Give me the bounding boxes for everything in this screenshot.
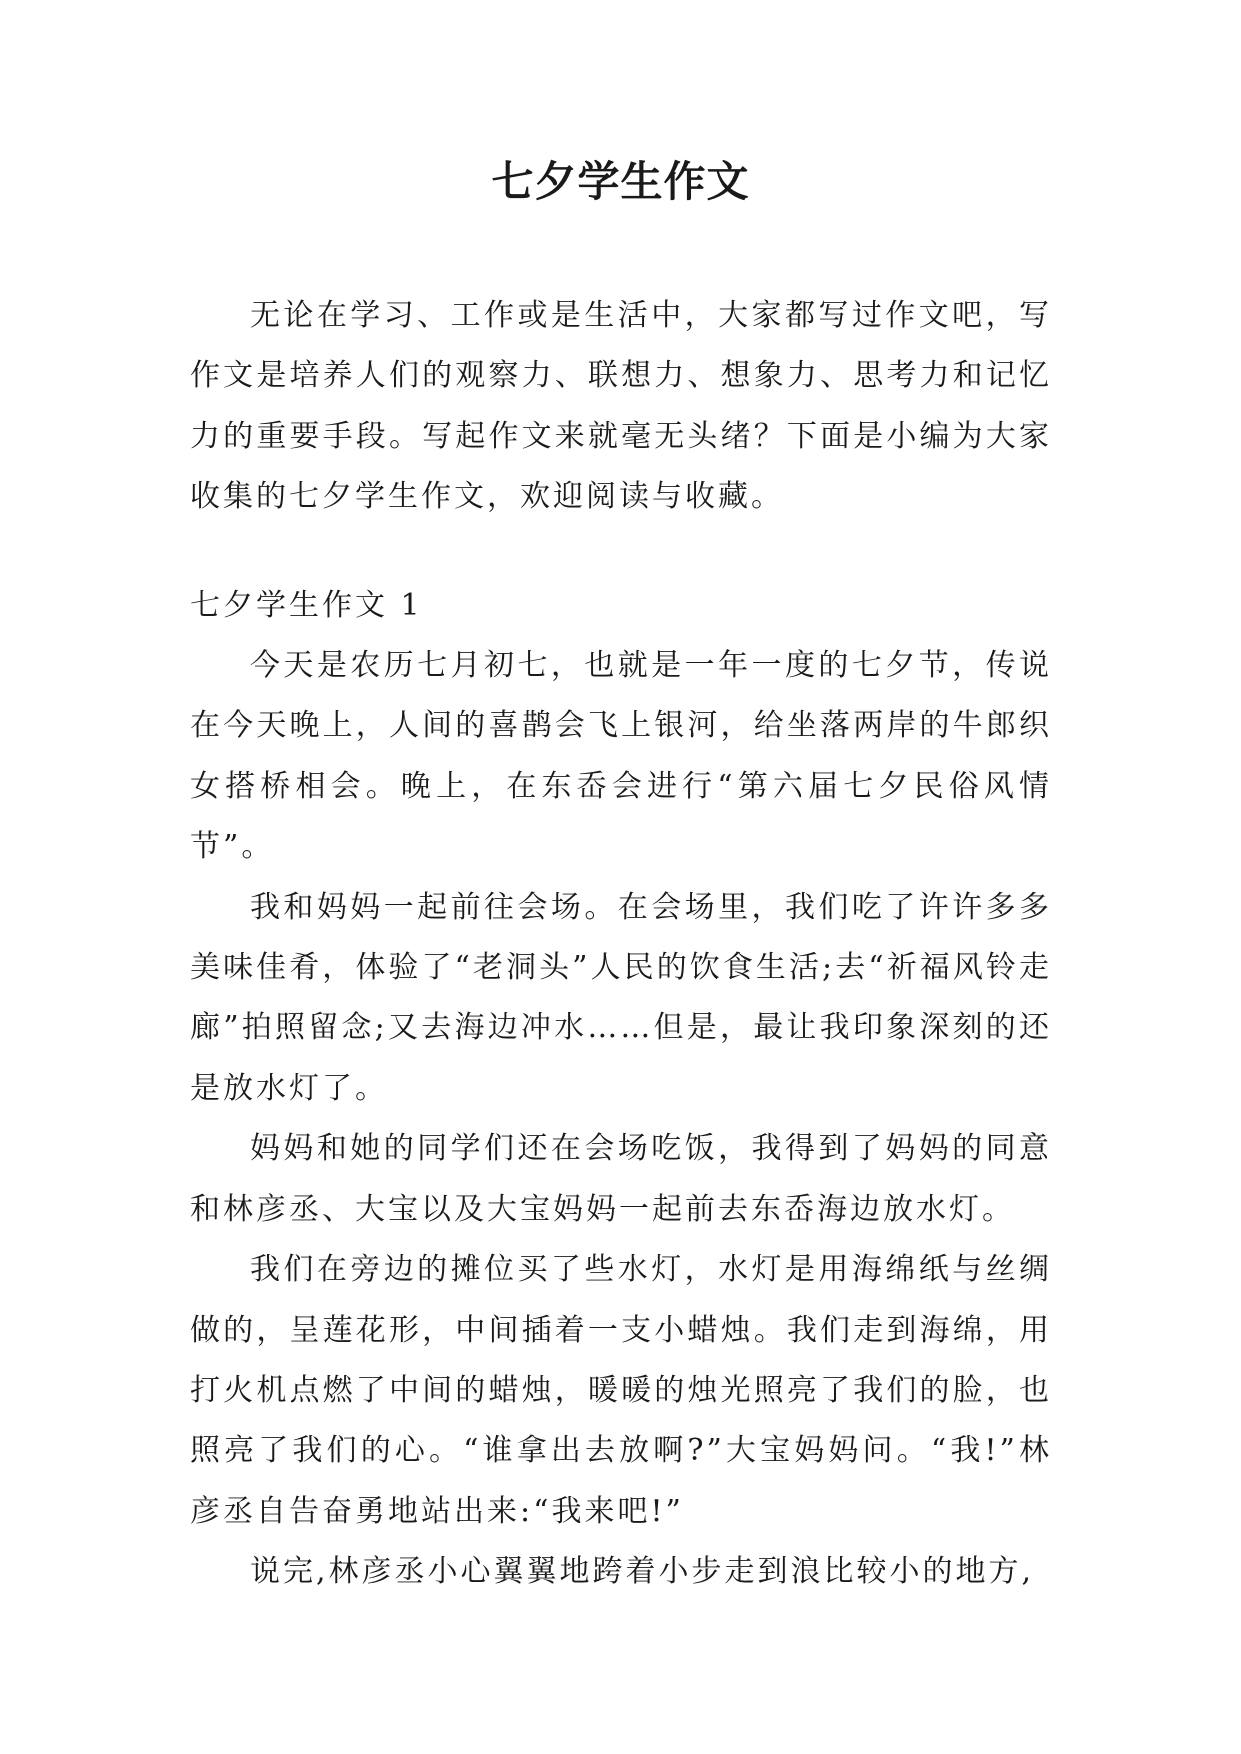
body-paragraph: 说完,林彦丞小心翼翼地跨着小步走到浪比较小的地方,: [250, 1554, 1035, 1590]
body-paragraph: 我和妈妈一起前往会场。在会场里，我们吃了许许多多美味佳肴，体验了“老洞头”人民的饮食生活;去“祈福风铃走廊”拍照留念;又去海边冲水……但是，最让我印象深刻的还是放水灯了。: [190, 889, 1052, 1106]
body-paragraph: 妈妈和她的同学们还在会场吃饭，我得到了妈妈的同意和林彦丞、大宝以及大宝妈妈一起前去东岙海边放水灯。: [190, 1131, 1052, 1227]
body-paragraph: 我们在旁边的摊位买了些水灯，水灯是用海绵纸与丝绸做的，呈莲花形，中间插着一支小蜡烛。我们走到海绵，用打火机点燃了中间的蜡烛，暖暖的烛光照亮了我们的脸，也照亮了我们的心。“谁拿出去放啊?”大宝妈妈问。“我!”林彦丞自告奋勇地站出来:“我来吧!”: [190, 1252, 1052, 1529]
intro-paragraph: 无论在学习、工作或是生活中，大家都写过作文吧，写作文是培养人们的观察力、联想力、想象力、思考力和记忆力的重要手段。写起作文来就毫无头绪？下面是小编为大家收集的七夕学生作文，欢迎阅读与收藏。: [190, 298, 1052, 515]
document-body: [190, 286, 1052, 1603]
body-paragraph: 今天是农历七月初七，也就是一年一度的七夕节，传说在今天晚上，人间的喜鹊会飞上银河，给坐落两岸的牛郎织女搭桥相会。晚上，在东岙会进行“第六届七夕民俗风情节”。: [190, 648, 1052, 865]
section-heading: 七夕学生作文 1: [190, 587, 423, 623]
document-title: 七夕学生作文: [491, 157, 750, 206]
